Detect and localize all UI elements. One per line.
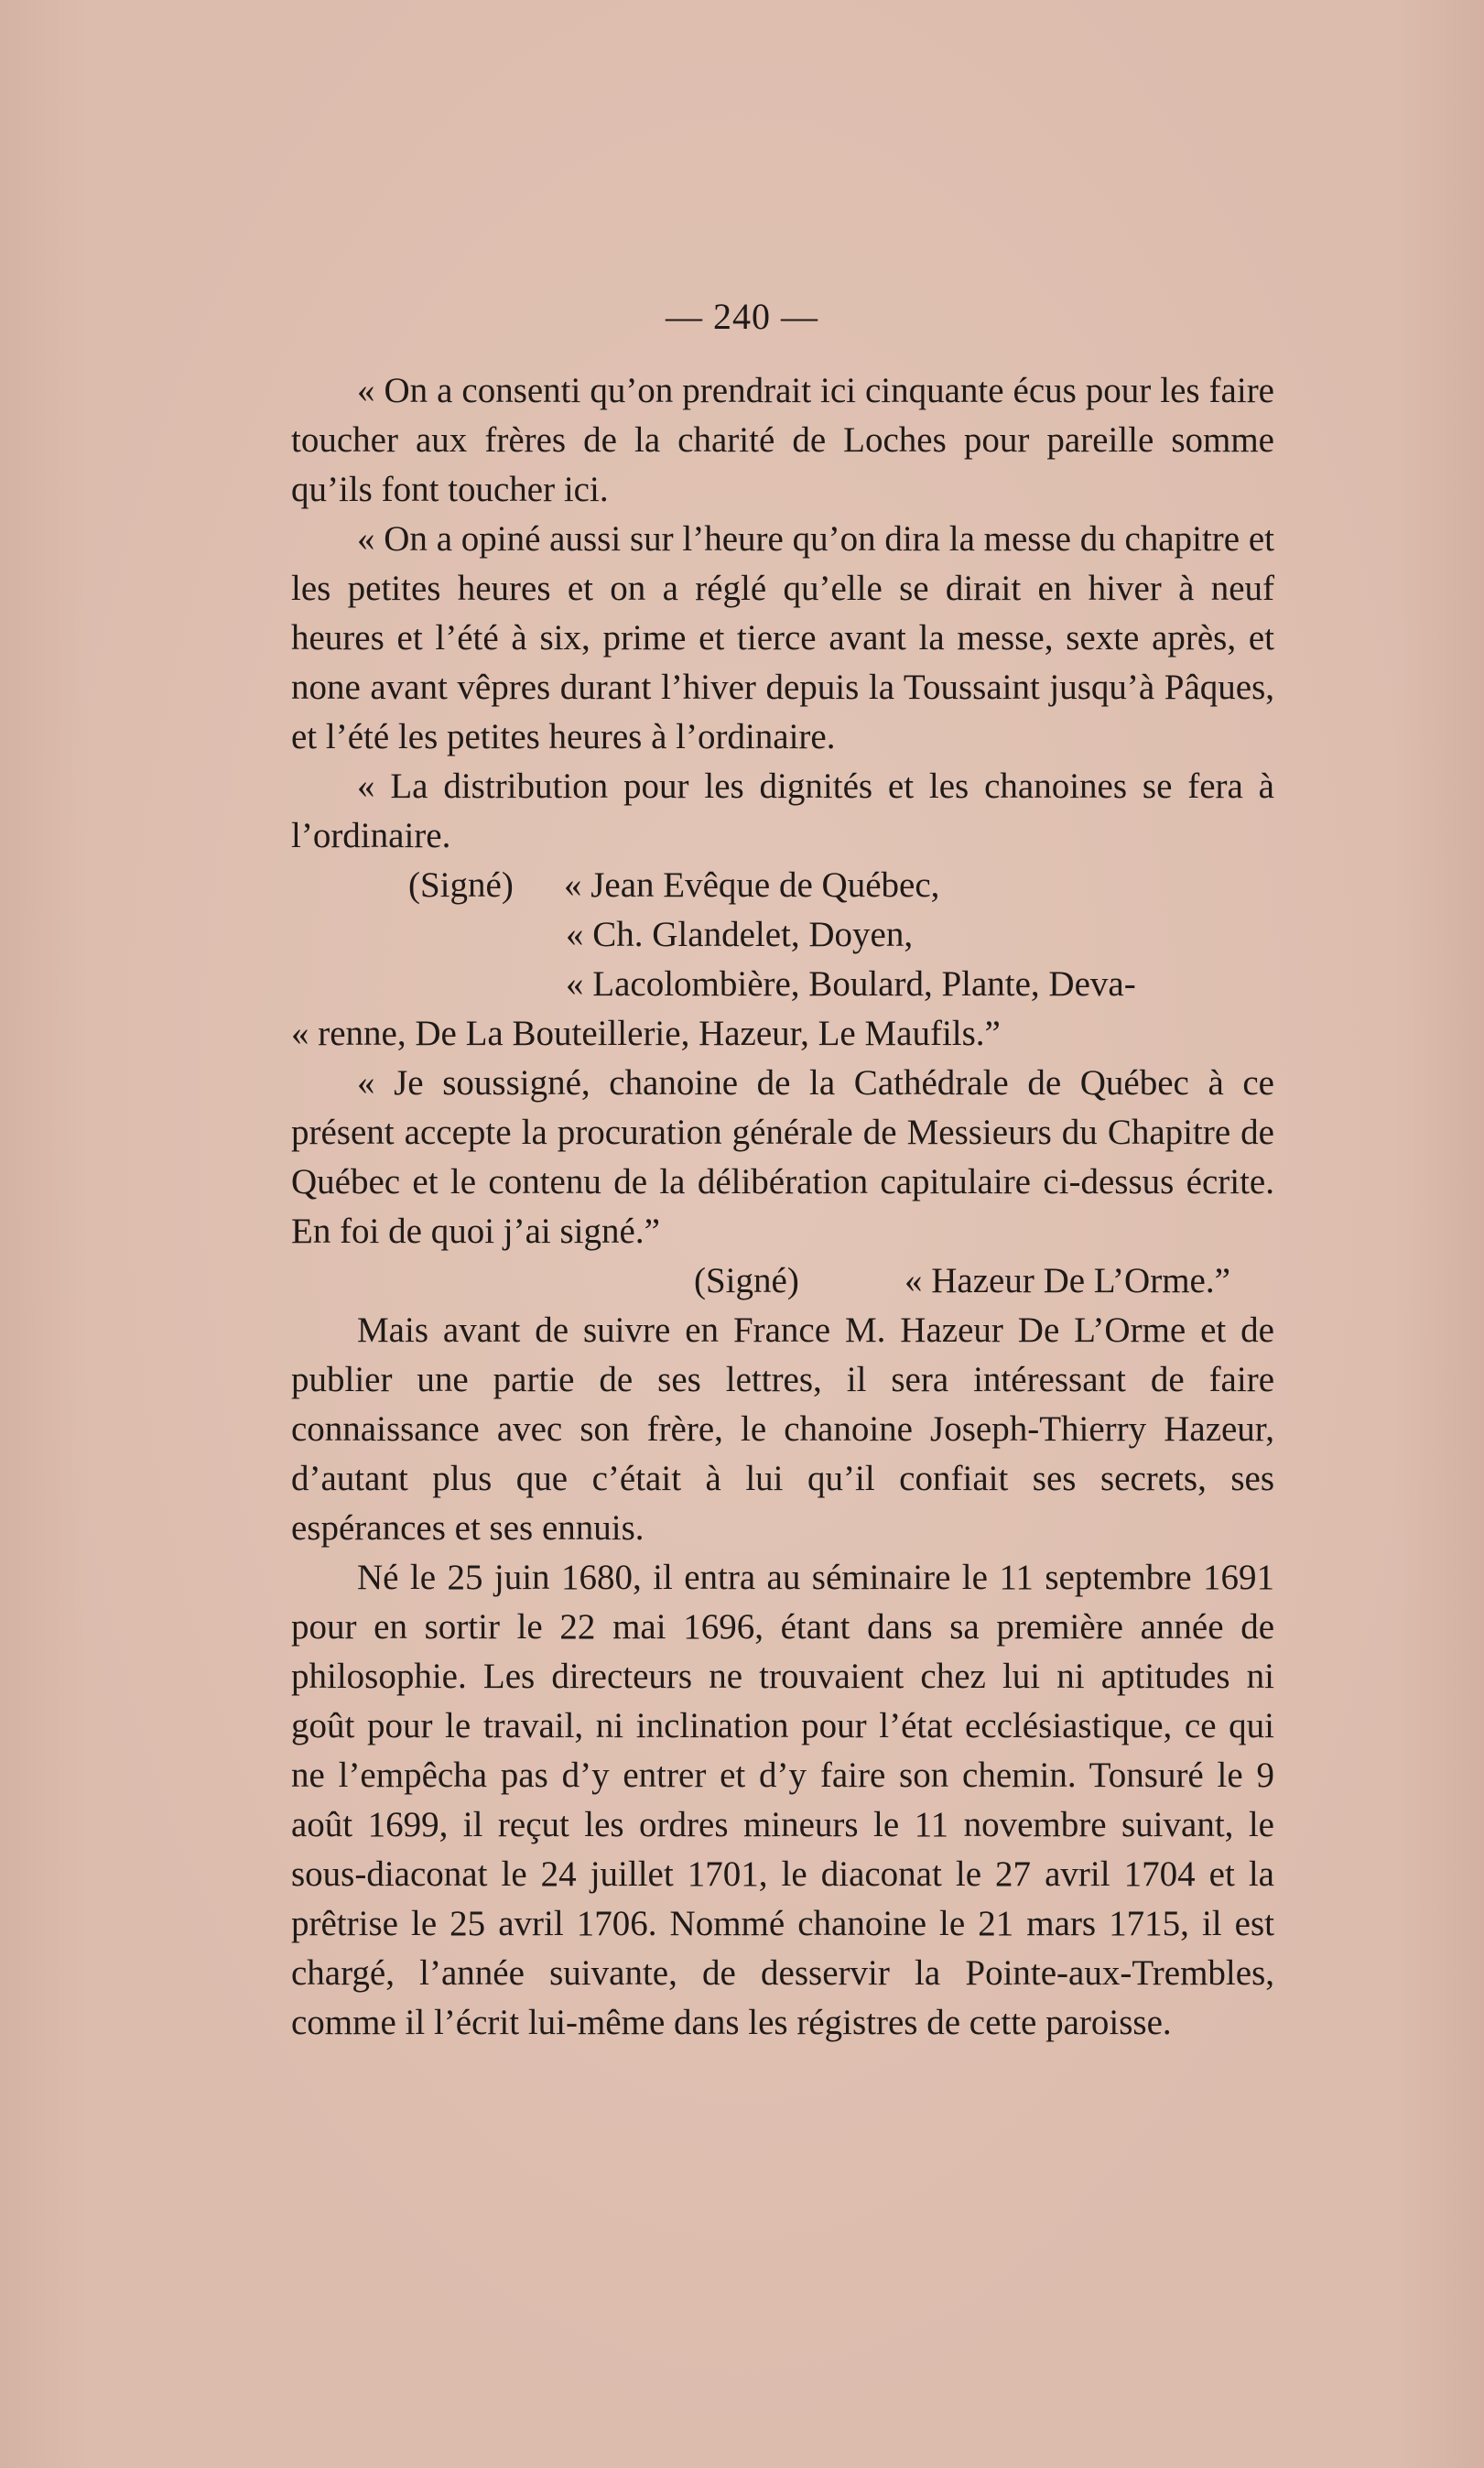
signature-line-2: « Ch. Glandelet, Doyen,	[566, 915, 914, 954]
signature-name-1: « Jean Evêque de Québec,	[564, 865, 940, 905]
signature-name-hazeur: « Hazeur De L’Orme.”	[904, 1261, 1230, 1300]
signature-label: (Signé)	[408, 865, 514, 905]
signature-line-4: « renne, De La Bouteillerie, Hazeur, Le Maufils.”	[291, 1014, 1001, 1053]
signature-line-5	[291, 1256, 1274, 1306]
paragraph-6: Né le 25 juin 1680, il entra au séminaire le 11 septembre 1691 pour en sortir le 22 mai 1696, étant dans sa première année de philosophie. Les directeurs ne trouvaient chez lui ni aptitudes ni goût pour le travail, ni inclination pour l’état ecclésiastique, ce qui ne l’empêcha pas d’y entrer et d’y faire son chemin. Tonsuré le 9 août 1699, il reçut les ordres mineurs le 11 novembre suivant, le sous-diaconat le 24 juillet 1701, le diaconat le 27 avril 1704 et la prêtrise le 25 avril 1706. Nommé chanoine le 21 mars 1715, il est chargé, l’année suivante, de desservir la Pointe-aux-Trembles, comme il l’écrit lui-même dans les régistres de cette paroisse.	[291, 1558, 1274, 2042]
paragraph-1: « On a consenti qu’on prendrait ici cinquante écus pour les faire toucher aux frères de la charité de Loches pour pareille somme qu’ils font toucher ici.	[291, 371, 1274, 509]
paragraph-3: « La distribution pour les dignités et les chanoines se fera à l’ordinaire.	[291, 766, 1274, 855]
signature-line-3: « Lacolombière, Boulard, Plante, Deva-	[566, 964, 1136, 1004]
signature-label-2: (Signé)	[694, 1261, 799, 1300]
page-number: — 240 —	[666, 296, 818, 337]
body-text	[291, 366, 1274, 2048]
signature-line-1	[291, 861, 1274, 910]
paragraph-2: « On a opiné aussi sur l’heure qu’on dira la messe du chapitre et les petites heures et on a réglé qu’elle se dirait en hiver à neuf heures et l’été à six, prime et tierce avant la messe, sexte après, et none avant vêpres durant l’hiver depuis la Toussaint jusqu’à Pâques, et l’été les petites heures à l’ordinaire.	[291, 519, 1274, 756]
paragraph-4: « Je soussigné, chanoine de la Cathédrale de Québec à ce présent accepte la procuration générale de Messieurs du Chapitre de Québec et le contenu de la délibération capitulaire ci-dessus écrite. En foi de quoi j’ai signé.”	[291, 1063, 1274, 1251]
paragraph-5: Mais avant de suivre en France M. Hazeur De L’Orme et de publier une partie de ses lettres, il sera intéressant de faire connaissance avec son frère, le chanoine Joseph-Thierry Hazeur, d’autant plus que c’était à lui qu’il confiait ses secrets, ses espérances et ses ennuis.	[291, 1310, 1274, 1548]
